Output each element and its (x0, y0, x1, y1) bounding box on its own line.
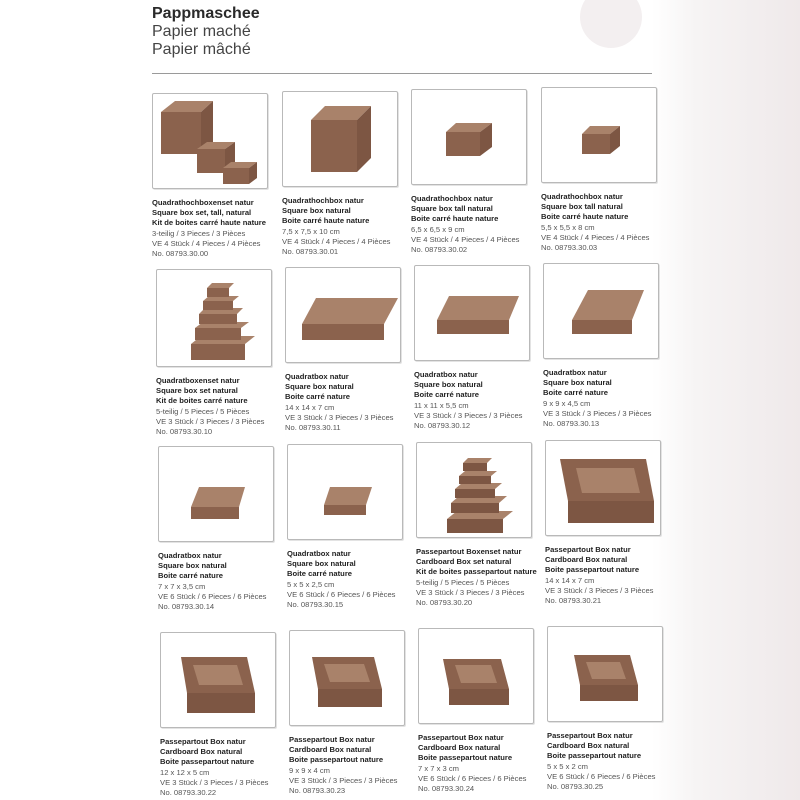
product-image-frame (418, 628, 534, 724)
product-card[interactable] (545, 440, 661, 606)
product-name-de: Passepartout Boxenset natur (416, 547, 522, 556)
product-image-frame (152, 93, 268, 189)
product-pack: VE 3 Stück / 3 Pieces / 3 Pièces (543, 408, 652, 418)
square-box-small-image (544, 264, 658, 358)
product-number: No. 08793.30.10 (156, 427, 213, 437)
product-name-de: Passepartout Box natur (289, 735, 375, 744)
box-set-tall-image (153, 94, 267, 188)
product-name-en: Cardboard Box natural (418, 743, 501, 753)
product-pack: VE 3 Stück / 3 Pieces / 3 Pièces (160, 777, 269, 787)
product-number: No. 08793.30.00 (152, 249, 209, 259)
product-name-en: Square box tall natural (411, 204, 493, 214)
product-name-en: Square box natural (158, 561, 227, 571)
product-pack: VE 3 Stück / 3 Pieces / 3 Pièces (289, 775, 398, 785)
product-size: 5-teilig / 5 Pieces / 5 Pièces (416, 577, 510, 587)
product-pack: VE 3 Stück / 3 Pieces / 3 Pièces (414, 410, 523, 420)
passepartout-box-large-image (546, 441, 660, 535)
product-name-fr: Boite carré haute nature (541, 212, 629, 222)
product-name-de: Quadratbox natur (414, 370, 478, 379)
product-pack: VE 3 Stück / 3 Pieces / 3 Pièces (545, 585, 654, 595)
product-name-fr: Boite carré nature (543, 388, 608, 398)
product-number: No. 08793.30.03 (541, 243, 598, 253)
box-tall-mini-image (542, 88, 656, 182)
product-image-frame (541, 87, 657, 183)
product-card[interactable] (414, 265, 530, 431)
product-name-fr: Boite passepartout nature (289, 755, 384, 765)
product-name-de: Passepartout Box natur (418, 733, 504, 742)
product-pack: VE 4 Stück / 4 Pieces / 4 Pièces (541, 232, 650, 242)
product-size: 12 x 12 x 5 cm (160, 767, 210, 777)
product-card[interactable] (543, 263, 659, 429)
product-name-en: Cardboard Box set natural (416, 557, 512, 567)
square-box-7cm-image (159, 447, 273, 541)
product-size: 7 x 7 x 3 cm (418, 763, 459, 773)
product-pack: VE 4 Stück / 4 Pieces / 4 Pièces (152, 238, 261, 248)
product-card[interactable] (282, 91, 398, 257)
product-name-de: Quadratbox natur (285, 372, 349, 381)
product-number: No. 08793.30.15 (287, 600, 344, 610)
product-image-frame (156, 269, 272, 367)
product-pack: VE 4 Stück / 4 Pieces / 4 Pièces (282, 236, 391, 246)
product-size: 5 x 5 x 2,5 cm (287, 579, 335, 589)
product-pack: VE 3 Stück / 3 Pieces / 3 Pièces (416, 587, 525, 597)
product-pack: VE 6 Stück / 6 Pieces / 6 Pièces (418, 773, 527, 783)
product-image-frame (411, 89, 527, 185)
product-size: 9 x 9 x 4,5 cm (543, 398, 591, 408)
passepartout-box-9cm-image (290, 631, 404, 725)
product-name-de: Quadrathochbox natur (411, 194, 493, 203)
page-edge-shadow (652, 0, 800, 800)
product-size: 7,5 x 7,5 x 10 cm (282, 226, 340, 236)
product-image-frame (545, 440, 661, 536)
product-size: 6,5 x 6,5 x 9 cm (411, 224, 465, 234)
decorative-circle (580, 0, 642, 48)
product-name-de: Passepartout Box natur (547, 731, 633, 740)
product-card[interactable] (418, 628, 534, 794)
product-number: No. 08793.30.12 (414, 421, 471, 431)
product-name-en: Cardboard Box natural (545, 555, 628, 565)
product-image-frame (416, 442, 532, 538)
product-size: 5,5 x 5,5 x 8 cm (541, 222, 595, 232)
product-number: No. 08793.30.01 (282, 247, 339, 257)
product-name-fr: Boite carré nature (285, 392, 350, 402)
product-card[interactable] (285, 267, 401, 433)
product-pack: VE 4 Stück / 4 Pieces / 4 Pièces (411, 234, 520, 244)
header-divider (152, 73, 652, 74)
product-name-en: Square box natural (543, 378, 612, 388)
product-card[interactable] (541, 87, 657, 253)
product-size: 5-teilig / 5 Pieces / 5 Pièces (156, 406, 250, 416)
page-title: Pappmaschee (152, 5, 260, 22)
product-name-de: Quadrathochbox natur (282, 196, 364, 205)
product-name-fr: Boite carré nature (414, 390, 479, 400)
product-image-frame (158, 446, 274, 542)
product-card[interactable] (289, 630, 405, 796)
box-set-stacked-image (157, 270, 271, 366)
product-name-en: Square box set, tall, natural (152, 208, 252, 218)
passepartout-box-set-image (417, 443, 531, 537)
product-name-de: Quadratbox natur (158, 551, 222, 560)
product-pack: VE 6 Stück / 6 Pieces / 6 Pièces (287, 589, 396, 599)
square-box-5cm-image (288, 445, 402, 539)
product-image-frame (287, 444, 403, 540)
product-size: 11 x 11 x 5,5 cm (414, 400, 469, 410)
passepartout-box-5cm-image (548, 627, 662, 721)
product-number: No. 08793.30.24 (418, 784, 475, 794)
product-number: No. 08793.30.13 (543, 419, 600, 429)
product-card[interactable] (411, 89, 527, 255)
product-card[interactable] (160, 632, 276, 798)
product-card[interactable] (152, 93, 268, 259)
product-name-en: Square box tall natural (541, 202, 623, 212)
product-number: No. 08793.30.21 (545, 596, 602, 606)
product-name-en: Square box natural (414, 380, 483, 390)
product-name-fr: Kit de boites carré nature (156, 396, 248, 406)
product-size: 5 x 5 x 2 cm (547, 761, 588, 771)
product-image-frame (289, 630, 405, 726)
page-subtitle-fr: Papier maché (152, 23, 251, 40)
product-name-de: Quadratboxenset natur (156, 376, 240, 385)
product-name-fr: Boite passepartout nature (547, 751, 642, 761)
product-pack: VE 6 Stück / 6 Pieces / 6 Pièces (158, 591, 267, 601)
product-name-en: Cardboard Box natural (547, 741, 630, 751)
product-name-fr: Boite passepartout nature (160, 757, 255, 767)
product-card[interactable] (158, 446, 274, 612)
product-image-frame (282, 91, 398, 187)
product-number: No. 08793.30.25 (547, 782, 604, 792)
product-number: No. 08793.30.14 (158, 602, 215, 612)
product-pack: VE 3 Stück / 3 Pieces / 3 Pièces (285, 412, 394, 422)
product-card[interactable] (416, 442, 537, 608)
box-tall-image (283, 92, 397, 186)
product-name-fr: Boite carré haute nature (411, 214, 499, 224)
product-size: 14 x 14 x 7 cm (285, 402, 335, 412)
product-size: 3-teilig / 3 Pieces / 3 Pièces (152, 228, 246, 238)
product-size: 7 x 7 x 3,5 cm (158, 581, 206, 591)
product-image-frame (160, 632, 276, 728)
product-image-frame (285, 267, 401, 363)
square-box-large-image (286, 268, 400, 362)
product-name-de: Quadrathochbox natur (541, 192, 623, 201)
passepartout-box-7cm-image (419, 629, 533, 723)
box-tall-small-image (412, 90, 526, 184)
product-number: No. 08793.30.23 (289, 786, 346, 796)
product-number: No. 08793.30.11 (285, 423, 341, 433)
product-card[interactable] (287, 444, 403, 610)
product-name-de: Passepartout Box natur (160, 737, 246, 746)
product-name-en: Square box natural (287, 559, 356, 569)
product-image-frame (543, 263, 659, 359)
product-name-fr: Boite carré haute nature (282, 216, 370, 226)
product-name-fr: Kit de boites passepartout nature (416, 567, 537, 577)
product-name-fr: Boite carré nature (287, 569, 352, 579)
product-name-de: Quadratbox natur (543, 368, 607, 377)
product-card[interactable] (547, 626, 663, 792)
product-name-fr: Boite passepartout nature (545, 565, 640, 575)
product-number: No. 08793.30.20 (416, 598, 473, 608)
product-name-en: Cardboard Box natural (160, 747, 243, 757)
product-name-de: Quadrathochboxenset natur (152, 198, 254, 207)
product-name-fr: Kit de boites carré haute nature (152, 218, 266, 228)
product-size: 14 x 14 x 7 cm (545, 575, 595, 585)
product-size: 9 x 9 x 4 cm (289, 765, 330, 775)
product-image-frame (547, 626, 663, 722)
product-name-en: Square box natural (282, 206, 351, 216)
product-name-fr: Boite passepartout nature (418, 753, 513, 763)
product-name-de: Quadratbox natur (287, 549, 351, 558)
product-name-en: Square box set natural (156, 386, 238, 396)
product-pack: VE 6 Stück / 6 Pieces / 6 Pièces (547, 771, 656, 781)
product-pack: VE 3 Stück / 3 Pieces / 3 Pièces (156, 416, 265, 426)
product-name-fr: Boite carré nature (158, 571, 223, 581)
passepartout-box-12cm-image (161, 633, 275, 727)
product-name-en: Cardboard Box natural (289, 745, 372, 755)
product-name-de: Passepartout Box natur (545, 545, 631, 554)
product-number: No. 08793.30.02 (411, 245, 468, 255)
product-name-en: Square box natural (285, 382, 354, 392)
product-number: No. 08793.30.22 (160, 788, 217, 798)
page-subtitle-en: Papier mâché (152, 41, 251, 58)
product-image-frame (414, 265, 530, 361)
square-box-medium-image (415, 266, 529, 360)
product-card[interactable] (156, 269, 272, 437)
